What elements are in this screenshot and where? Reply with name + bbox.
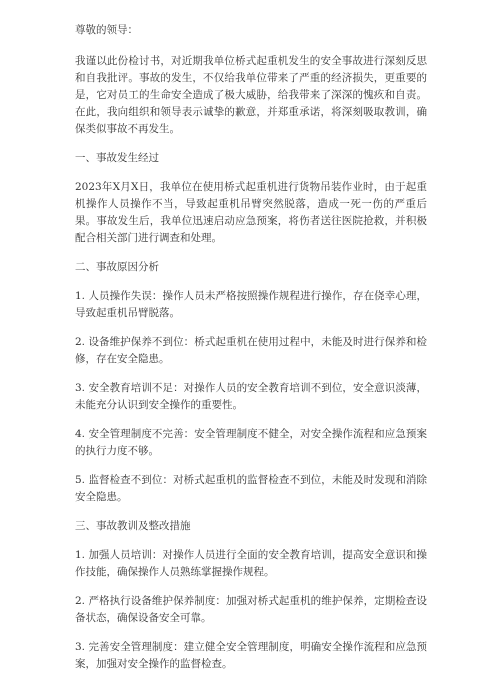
cause-item: 3. 安全教育培训不足：对操作人员的安全教育培训不到位，安全意识淡薄，未能充分认识到安全操作的重要性。 [75,382,427,411]
cause-item: 5. 监督检查不到位：对桥式起重机的监督检查不到位，未能及时发现和消除安全隐患。 [75,474,427,503]
measure-item: 1. 加强人员培训：对操作人员进行全面的安全教育培训，提高安全意识和操作技能，确保操作人员熟练掌握操作规程。 [75,549,427,578]
greeting: 尊敬的领导： [75,24,138,36]
cause-item: 2. 设备维护保养不到位：桥式起重机在使用过程中，未能及时进行保养和检修，存在安全隐患。 [75,336,427,365]
intro-paragraph: 我谨以此份检讨书，对近期我单位桥式起重机发生的安全事故进行深刻反思和自我批评。事故的发生，不仅给我单位带来了严重的经济损失，更重要的是，它对员工的生命安全造成了极大威胁，给我带来了深深的愧疚和自责。在此，我向组织和领导表示诚挚的歉意，并郑重承诺，将深刻吸取教训，确保类似事故不再发生。 [75,55,427,135]
document-page [75,22,427,685]
cause-item: 1. 人员操作失误：操作人员未严格按照操作规程进行操作，存在侥幸心理，导致起重机吊臂脱落。 [75,290,427,319]
measure-item: 2. 严格执行设备维护保养制度：加强对桥式起重机的维护保养，定期检查设备状态，确保设备安全可靠。 [75,595,427,624]
section-heading-lessons: 三、事故教训及整改措施 [75,520,191,532]
section-heading-causes: 二、事故原因分析 [75,261,159,273]
section-heading-incident: 一、事故发生经过 [75,152,159,164]
cause-item: 4. 安全管理制度不完善：安全管理制度不健全，对安全操作流程和应急预案的执行力度不够。 [75,428,427,457]
measure-item: 3. 完善安全管理制度：建立健全安全管理制度，明确安全操作流程和应急预案，加强对安全操作的监督检查。 [75,641,427,670]
incident-paragraph: 2023年X月X日，我单位在使用桥式起重机进行货物吊装作业时，由于起重机操作人员操作不当，导致起重机吊臂突然脱落，造成一死一伤的严重后果。事故发生后，我单位迅速启动应急预案，将伤者送往医院抢救，并积极配合相关部门进行调查和处理。 [75,181,427,244]
